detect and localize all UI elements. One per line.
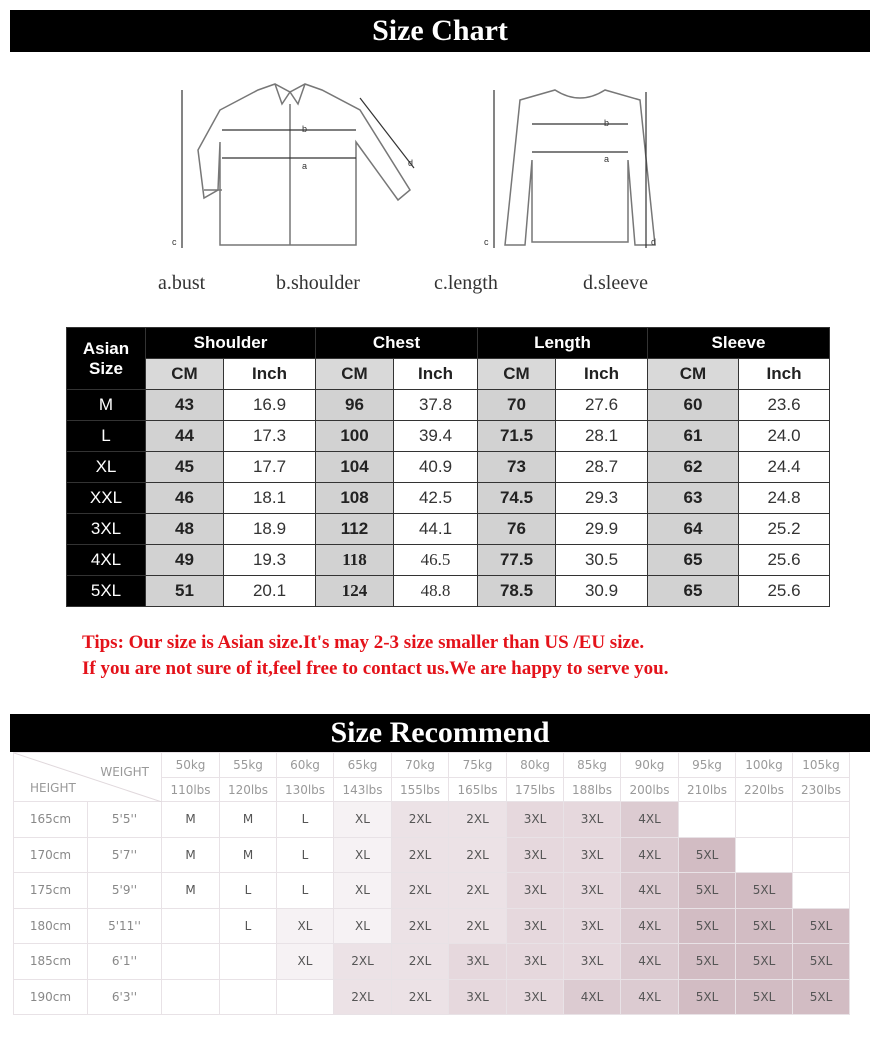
inch-value: 42.5 [394,483,478,514]
inch-value: 46.5 [394,545,478,576]
recommended-size: 5XL [793,908,850,944]
recommended-size: 4XL [621,873,679,909]
weight-kg: 100kg [736,753,793,778]
unit-cm: CM [146,359,224,390]
height-cm: 175cm [14,873,88,909]
height-ft: 6'1'' [88,944,162,980]
height-ft: 5'5'' [88,802,162,838]
weight-lbs: 175lbs [507,778,564,802]
recommended-size: 3XL [564,802,621,838]
size-recommend-table [13,752,850,1015]
recommended-size [220,944,277,980]
recommended-size: 3XL [507,873,564,909]
weight-height-corner [14,753,162,802]
shirt-diagram [160,70,430,260]
weight-lbs: 130lbs [277,778,334,802]
recommended-size: 5XL [679,908,736,944]
cm-value: 46 [146,483,224,514]
recommended-size: L [220,873,277,909]
inch-value: 27.6 [556,390,648,421]
height-ft: 5'7'' [88,837,162,873]
recommended-size: M [220,802,277,838]
size-label: 5XL [67,576,146,607]
recommended-size: 4XL [621,802,679,838]
recommended-size: 2XL [392,944,449,980]
recommend-row [14,802,850,838]
cm-value: 60 [648,390,739,421]
inch-value: 23.6 [739,390,830,421]
group-shoulder: Shoulder [146,328,316,359]
inch-value: 17.3 [224,421,316,452]
inch-value: 19.3 [224,545,316,576]
cm-value: 71.5 [478,421,556,452]
recommended-size: XL [334,873,392,909]
unit-cm: CM [478,359,556,390]
height-cm: 180cm [14,908,88,944]
recommended-size: 2XL [392,908,449,944]
label-shoulder: b.shoulder [276,272,360,294]
size-label: 3XL [67,514,146,545]
recommended-size [162,944,220,980]
recommended-size: 3XL [564,837,621,873]
inch-value: 16.9 [224,390,316,421]
weight-lbs: 120lbs [220,778,277,802]
recommended-size: L [277,873,334,909]
tip-line-2: If you are not sure of it,feel free to contact us.We are happy to serve you. [82,658,669,679]
inch-value: 18.1 [224,483,316,514]
recommended-size: 3XL [564,873,621,909]
inch-value: 18.9 [224,514,316,545]
cm-value: 96 [316,390,394,421]
unit-row [67,359,830,390]
recommended-size [679,802,736,838]
weight-lbs: 155lbs [392,778,449,802]
label-sleeve: d.sleeve [583,272,648,294]
cm-value: 78.5 [478,576,556,607]
inch-value: 28.1 [556,421,648,452]
size-row [67,514,830,545]
recommended-size [793,873,850,909]
unit-cm: CM [316,359,394,390]
cm-value: 64 [648,514,739,545]
height-cm: 165cm [14,802,88,838]
recommended-size: 3XL [507,802,564,838]
recommended-size: 2XL [449,802,507,838]
size-header: Asian Size [67,328,146,390]
recommended-size: 3XL [449,979,507,1015]
cm-value: 45 [146,452,224,483]
recommended-size: 3XL [564,908,621,944]
weight-kg: 50kg [162,753,220,778]
recommended-size: XL [277,908,334,944]
cm-value: 70 [478,390,556,421]
size-label: XXL [67,483,146,514]
recommended-size: 5XL [793,944,850,980]
recommended-size: 3XL [507,944,564,980]
recommended-size: 2XL [392,873,449,909]
unit-inch: Inch [739,359,830,390]
height-label: HEIGHT [30,781,76,795]
unit-inch: Inch [394,359,478,390]
weight-label: WEIGHT [100,765,149,779]
inch-value: 24.4 [739,452,830,483]
cm-value: 65 [648,545,739,576]
size-label: 4XL [67,545,146,576]
recommend-row [14,908,850,944]
recommended-size [162,908,220,944]
recommended-size: M [162,837,220,873]
group-chest: Chest [316,328,478,359]
weight-kg: 60kg [277,753,334,778]
weight-kg: 105kg [793,753,850,778]
weight-lbs: 188lbs [564,778,621,802]
weight-lbs: 230lbs [793,778,850,802]
size-row [67,483,830,514]
size-row [67,421,830,452]
recommended-size: XL [277,944,334,980]
height-ft: 6'3'' [88,979,162,1015]
inch-value: 37.8 [394,390,478,421]
height-cm: 190cm [14,979,88,1015]
recommended-size [736,837,793,873]
size-row [67,390,830,421]
inch-value: 25.2 [739,514,830,545]
size-row [67,545,830,576]
unit-cm: CM [648,359,739,390]
inch-value: 30.9 [556,576,648,607]
inch-value: 44.1 [394,514,478,545]
weight-kg: 65kg [334,753,392,778]
inch-value: 24.0 [739,421,830,452]
inch-value: 25.6 [739,545,830,576]
cm-value: 48 [146,514,224,545]
recommended-size [220,979,277,1015]
recommended-size: 2XL [449,908,507,944]
recommended-size: 2XL [334,979,392,1015]
weight-kg: 95kg [679,753,736,778]
inch-value: 24.8 [739,483,830,514]
recommended-size: 3XL [449,944,507,980]
mark-a-2: a [604,154,610,164]
label-bust: a.bust [158,272,206,294]
recommended-size: 5XL [793,979,850,1015]
recommended-size: M [162,802,220,838]
recommended-size: 4XL [621,979,679,1015]
weight-kg: 70kg [392,753,449,778]
size-row [67,576,830,607]
inch-value: 17.7 [224,452,316,483]
unit-inch: Inch [224,359,316,390]
size-chart-table [66,327,830,607]
recommended-size: 4XL [621,944,679,980]
recommended-size: 2XL [449,873,507,909]
inch-value: 30.5 [556,545,648,576]
recommended-size [162,979,220,1015]
recommended-size [793,802,850,838]
weight-lbs: 220lbs [736,778,793,802]
recommended-size: 2XL [392,802,449,838]
unit-inch: Inch [556,359,648,390]
mark-c: c [172,237,177,247]
recommended-size: 5XL [736,873,793,909]
weight-kg: 80kg [507,753,564,778]
recommended-size: 5XL [736,979,793,1015]
inch-value: 20.1 [224,576,316,607]
mark-b: b [302,124,308,134]
recommended-size [277,979,334,1015]
recommended-size: XL [334,837,392,873]
size-row [67,452,830,483]
recommended-size: L [220,908,277,944]
recommended-size: 4XL [564,979,621,1015]
recommended-size: 5XL [679,979,736,1015]
recommended-size: 5XL [736,908,793,944]
recommended-size: 5XL [679,873,736,909]
recommend-row [14,979,850,1015]
recommended-size: M [220,837,277,873]
height-cm: 170cm [14,837,88,873]
size-label: L [67,421,146,452]
size-recommend-title: Size Recommend [10,714,870,752]
recommended-size: 5XL [679,944,736,980]
mark-d: d [408,158,414,168]
recommended-size: XL [334,802,392,838]
cm-value: 118 [316,545,394,576]
inch-value: 40.9 [394,452,478,483]
mark-d-2: d [651,237,657,247]
recommended-size: 2XL [392,979,449,1015]
mark-c-2: c [484,237,489,247]
group-length: Length [478,328,648,359]
weight-lbs: 200lbs [621,778,679,802]
weight-kg: 75kg [449,753,507,778]
recommend-row [14,837,850,873]
sweater-diagram [480,70,680,260]
inch-value: 25.6 [739,576,830,607]
cm-value: 124 [316,576,394,607]
mark-b-2: b [604,118,610,128]
cm-value: 73 [478,452,556,483]
mark-a: a [302,161,308,171]
recommended-size [736,802,793,838]
cm-value: 76 [478,514,556,545]
recommended-size: XL [334,908,392,944]
cm-value: 63 [648,483,739,514]
recommended-size: 2XL [334,944,392,980]
inch-value: 28.7 [556,452,648,483]
inch-value: 29.9 [556,514,648,545]
cm-value: 112 [316,514,394,545]
height-ft: 5'11'' [88,908,162,944]
size-label: XL [67,452,146,483]
cm-value: 61 [648,421,739,452]
cm-value: 44 [146,421,224,452]
inch-value: 48.8 [394,576,478,607]
height-cm: 185cm [14,944,88,980]
recommended-size: M [162,873,220,909]
recommended-size: 3XL [507,979,564,1015]
label-length: c.length [434,272,498,294]
recommend-row [14,944,850,980]
recommended-size: L [277,837,334,873]
recommended-size: 4XL [621,908,679,944]
cm-value: 51 [146,576,224,607]
recommended-size: 4XL [621,837,679,873]
cm-value: 77.5 [478,545,556,576]
tip-line-1: Tips: Our size is Asian size.It's may 2-3 size smaller than US /EU size. [82,632,645,653]
recommend-row [14,873,850,909]
weight-lbs: 210lbs [679,778,736,802]
recommended-size: L [277,802,334,838]
weight-kg: 90kg [621,753,679,778]
height-ft: 5'9'' [88,873,162,909]
recommended-size: 2XL [449,837,507,873]
weight-lbs: 110lbs [162,778,220,802]
recommended-size: 3XL [507,908,564,944]
size-label: M [67,390,146,421]
recommended-size: 3XL [564,944,621,980]
cm-value: 43 [146,390,224,421]
recommended-size: 3XL [507,837,564,873]
weight-kg: 85kg [564,753,621,778]
weight-lbs: 165lbs [449,778,507,802]
recommended-size: 5XL [679,837,736,873]
cm-value: 65 [648,576,739,607]
inch-value: 39.4 [394,421,478,452]
inch-value: 29.3 [556,483,648,514]
cm-value: 100 [316,421,394,452]
group-sleeve: Sleeve [648,328,830,359]
cm-value: 62 [648,452,739,483]
recommended-size: 2XL [392,837,449,873]
weight-kg: 55kg [220,753,277,778]
weight-lbs: 143lbs [334,778,392,802]
cm-value: 74.5 [478,483,556,514]
size-chart-title: Size Chart [10,10,870,52]
cm-value: 49 [146,545,224,576]
recommended-size: 5XL [736,944,793,980]
cm-value: 108 [316,483,394,514]
cm-value: 104 [316,452,394,483]
recommended-size [793,837,850,873]
